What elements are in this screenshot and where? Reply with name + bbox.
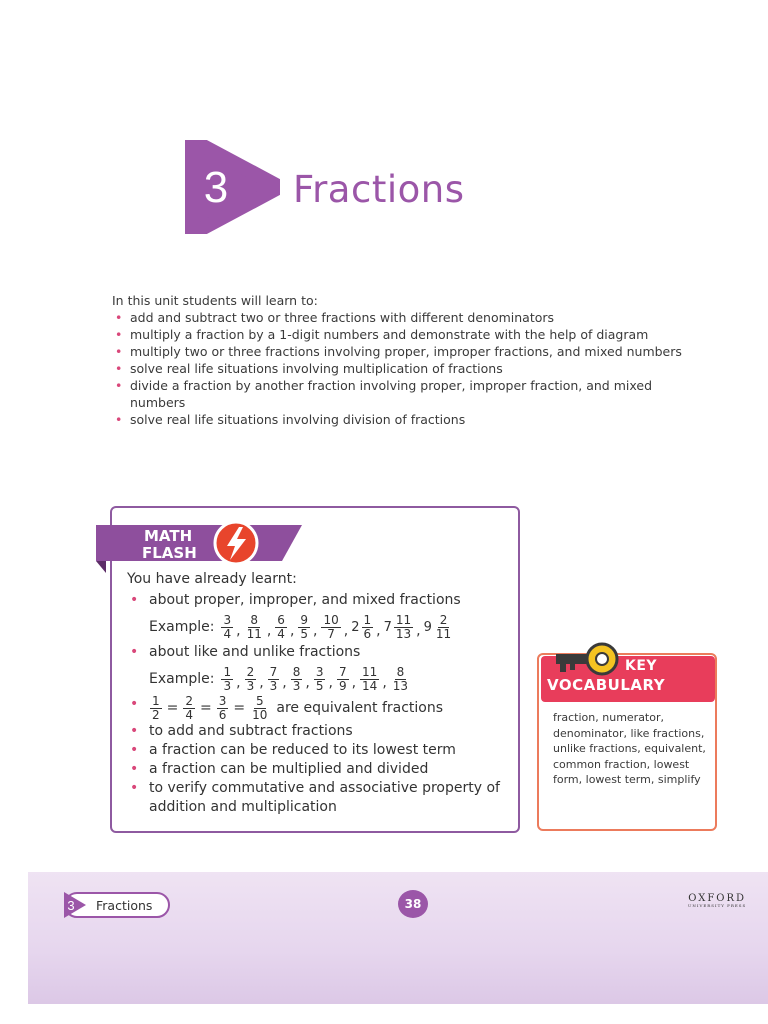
mixed-number: 2 $\frac{1}{6}$ — [351, 613, 372, 641]
svg-text:3: 3 — [67, 898, 75, 913]
fraction: $\frac{9}{5}$ — [300, 613, 309, 641]
key-vocabulary-list: fraction, numerator, denominator, like fractions, unlike fractions, equivalent, common fraction, lowest form, lowest term, simplify — [553, 711, 706, 786]
chapter-number-badge — [184, 140, 280, 234]
publisher-logo — [688, 893, 746, 908]
fraction: $\frac{3}{4}$ — [223, 613, 232, 641]
fraction: $\frac{1}{3}$ — [223, 665, 232, 693]
example-label: Example: — [149, 619, 215, 635]
flash-item: • about proper, improper, and mixed fractions — [127, 591, 507, 610]
math-flash-lead: You have already learnt: — [127, 571, 297, 587]
flash-item: • a fraction can be reduced to its lowest term — [127, 741, 507, 760]
page-title: Fractions — [293, 168, 465, 211]
objective-item: • solve real life situations involving division of fractions — [112, 411, 687, 428]
fraction: $\frac{3}{6}$ — [218, 694, 227, 722]
flash-item: • a fraction can be multiplied and divided — [127, 760, 507, 779]
math-flash-content — [127, 570, 507, 817]
objective-item: • multiply a fraction by a 1-digit numbers and demonstrate with the help of diagram — [112, 326, 687, 343]
objective-item: • divide a fraction by another fraction involving proper, improper fraction, and mixed numbers — [112, 377, 687, 411]
objective-item: • add and subtract two or three fractions with different denominators — [112, 309, 687, 326]
math-flash-title-line2: FLASH — [142, 544, 197, 562]
page-number: 38 — [398, 890, 428, 918]
fraction: $\frac{2}{4}$ — [185, 694, 194, 722]
fraction: $\frac{7}{9}$ — [338, 665, 347, 693]
objectives-list — [112, 309, 687, 428]
learning-objectives — [112, 292, 687, 428]
fraction: $\frac{8}{13}$ — [392, 665, 409, 693]
equivalent-text: are equivalent fractions — [276, 700, 444, 716]
objective-item: • multiply two or three fractions involving proper, improper fractions, and mixed numbers — [112, 343, 687, 360]
fraction: $\frac{2}{3}$ — [246, 665, 255, 693]
key-vocabulary-title-line1: KEY — [625, 658, 658, 674]
fraction: $\frac{7}{3}$ — [269, 665, 278, 693]
footer-chapter-label: Fractions — [96, 898, 153, 913]
example-row-2: Example: $\frac{1}{3}$ , $\frac{2}{3}$ , $\frac{7}{3}$ , $\frac{8}{3}$ , $\frac{3}{5}$ , $\frac{7}{9}$ , $\frac{11}{14}$ , $\frac{8}{13}$ — [149, 665, 409, 693]
lightning-icon — [215, 522, 257, 564]
math-flash-title-line1: MATH — [144, 527, 193, 545]
publisher-subname: UNIVERSITY PRESS — [688, 903, 747, 908]
key-vocabulary-title-line2: VOCABULARY — [547, 676, 666, 694]
fraction: • $\frac{1}{2}$ — [152, 694, 160, 722]
fraction: $\frac{8}{3}$ — [292, 665, 301, 693]
mixed-number: 7 $\frac{11}{13}$ — [383, 613, 412, 641]
flash-item: • to verify commutative and associative property of addition and multiplication — [127, 779, 507, 817]
example-row-1: Example: $\frac{3}{4}$ , $\frac{8}{11}$ , $\frac{6}{4}$ , $\frac{9}{5}$ , $\frac{10}{7}$ , 2 $\frac{1}{6}$ , 7 $\frac{11}{13}$ , 9 $\frac{2}{11}$ — [149, 614, 507, 641]
flash-item: • to add and subtract fractions — [127, 722, 507, 741]
footer-chapter-badge — [64, 892, 86, 918]
objective-item: • solve real life situations involving multiplication of fractions — [112, 360, 687, 377]
flash-item-equivalent: • $\frac{1}{2}$ = $\frac{2}{4}$ = $\frac{3}{6}$ = $\frac{5}{10}$ are equivalent fractions — [127, 695, 507, 722]
fraction: $\frac{10}{7}$ — [323, 613, 339, 641]
chapter-number: 3 — [203, 163, 229, 212]
example-label: Example: — [149, 671, 215, 687]
key-icon — [552, 640, 622, 676]
fraction: $\frac{8}{11}$ — [246, 613, 262, 641]
objectives-lead: In this unit students will learn to: — [112, 293, 318, 308]
fraction: $\frac{6}{4}$ — [277, 613, 285, 641]
fraction: $\frac{5}{10}$ — [252, 694, 268, 722]
math-flash-banner — [96, 519, 302, 575]
fraction: $\frac{11}{14}$ — [362, 665, 378, 693]
publisher-name: OXFORD — [688, 893, 747, 904]
mixed-number: 9 $\frac{2}{11}$ — [423, 613, 452, 641]
flash-item: • about like and unlike fractions — [127, 643, 507, 662]
fraction: $\frac{3}{5}$ — [315, 665, 324, 693]
